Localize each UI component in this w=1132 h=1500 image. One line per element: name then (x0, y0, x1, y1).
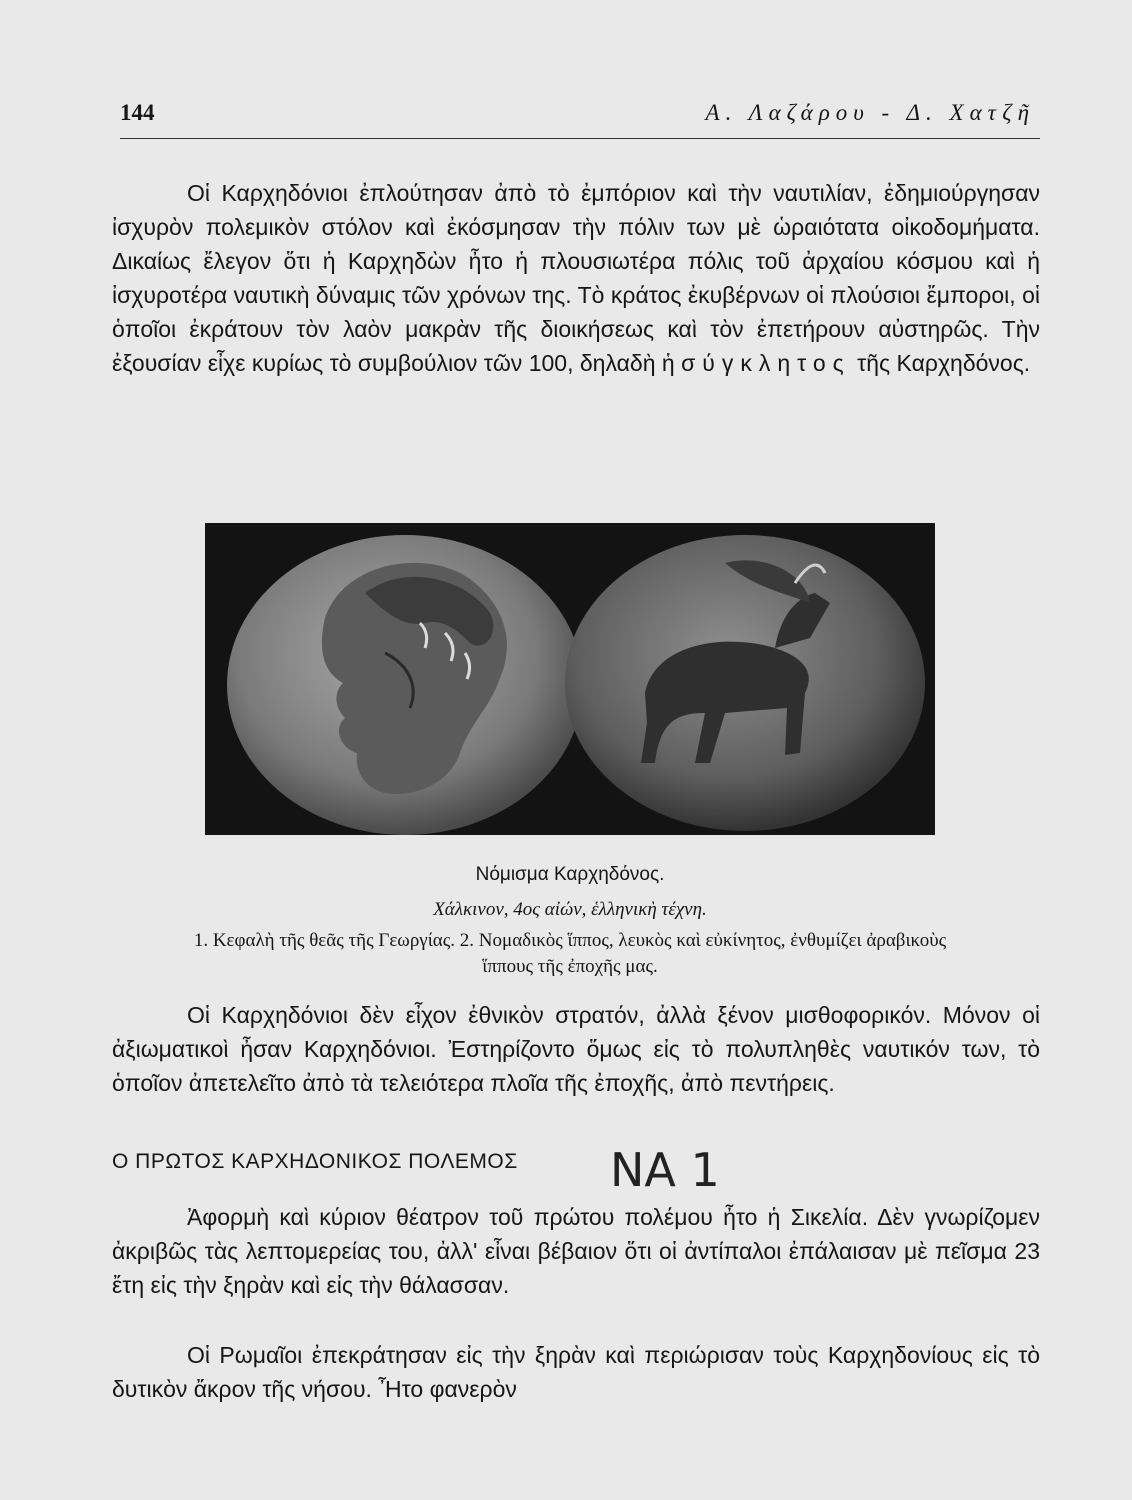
coin-image (205, 523, 935, 835)
paragraph-3-text: Ἀφορμὴ καὶ κύριον θέατρον τοῦ πρώτου πολέμου ἦτο ἡ Σικελία. Δὲν γνωρίζομεν ἀκριβῶς τὰς λεπτομερείας του, ἀλλ' εἶναι βέβαιον ὅτι οἱ ἀντίπαλοι ἐπάλαισαν μὲ πεῖσμα 23 ἔτη εἰς τὴν ξηρὰν καὶ εἰς τὴν θάλασσαν. (112, 1204, 1040, 1298)
coin-obverse-head (227, 535, 583, 835)
paragraph-1-end: τῆς Καρχηδόνος. (857, 350, 1031, 376)
paragraph-1-body: Οἱ Καρχηδόνιοι ἐπλούτησαν ἀπὸ τὸ ἐμπόριον καὶ τὴν ναυτιλίαν, ἐδημιούργησαν ἰσχυρὸν πολεμικὸν στόλον καὶ ἐκόσμησαν τὴν πόλιν των μὲ ὡραιότατα οἰκοδομήματα. Δικαίως ἔλεγον ὅτι ἡ Καρχηδὼν ἦτο ἡ πλουσιωτέρα πόλις τοῦ ἀρχαίου κόσμου καὶ ἡ ἰσχυροτέρα ναυτικὴ δύναμις τῶν χρόνων της. Τὸ κράτος ἐκυβέρνων οἱ πλούσιοι ἔμποροι, οἱ ὁποῖοι ἐκράτουν τὸν λαὸν μακρὰν τῆς διοικήσεως καὶ τὸν ἐπετήρουν αὐστηρῶς. Τὴν ἐξουσίαν εἶχε κυρίως τὸ συμβούλιον τῶν 100, δηλαδὴ ἡ (112, 180, 1040, 376)
caption-text: 1. Κεφαλὴ τῆς θεᾶς τῆς Γεωργίας. 2. Νομαδικὸς ἵππος, λευκὸς καὶ εὐκίνητος, ἐνθυμίζει ἀραβικοὺς ἵππους τῆς ἐποχῆς μας. (193, 930, 947, 977)
paragraph-1 (112, 176, 1040, 380)
running-title: Α. Λαζάρου - Δ. Χατζῆ (705, 100, 1035, 125)
spaced-term: σύγκλητος (681, 350, 851, 376)
paragraph-3 (112, 1200, 1040, 1302)
caption-subtitle: Χάλκινον, 4ος αἰών, ἑλληνικὴ τέχνη. (433, 899, 707, 920)
paragraph-4-text: Οἱ Ρωμαῖοι ἐπεκράτησαν εἰς τὴν ξηρὰν καὶ περιώρισαν τοὺς Καρχηδονίους εἰς τὸ δυτικὸν ἄκρον τῆς νήσου. Ἦτο φανερὸν (112, 1342, 1040, 1402)
figure-caption-subtitle (120, 897, 1020, 923)
figure-caption-text (180, 928, 960, 980)
handwritten-note-text: ΝΑ 1 (610, 1143, 720, 1197)
paragraph-2 (112, 998, 1040, 1100)
caption-title: Νόμισμα Καρχηδόνος. (475, 864, 665, 885)
coin-photograph (205, 523, 935, 835)
header-rule (120, 138, 1040, 139)
paragraph-4 (112, 1338, 1040, 1406)
section-heading: Ο ΠΡΩΤΟΣ ΚΑΡΧΗΔΟΝΙΚΟΣ ΠΟΛΕΜΟΣ (112, 1150, 518, 1173)
page-header (120, 100, 1035, 134)
handwritten-note (605, 1140, 725, 1200)
paragraph-2-text: Οἱ Καρχηδόνιοι δὲν εἶχον ἐθνικὸν στρατόν, ἀλλὰ ξένον μισθοφορικόν. Μόνον οἱ ἀξιωματικοὶ ἦσαν Καρχηδόνιοι. Ἐστηρίζοντο ὅμως εἰς τὸ πολυπληθὲς ναυτικόν των, τὸ ὁποῖον ἀπετελεῖτο ἀπὸ τὰ τελειότερα πλοῖα τῆς ἐποχῆς, ἀπὸ πεντήρεις. (112, 1002, 1040, 1096)
page-number: 144 (120, 100, 155, 125)
paragraph-1-text (112, 176, 1040, 380)
figure-caption-title (120, 862, 1020, 888)
coin-reverse-horse (565, 535, 925, 831)
